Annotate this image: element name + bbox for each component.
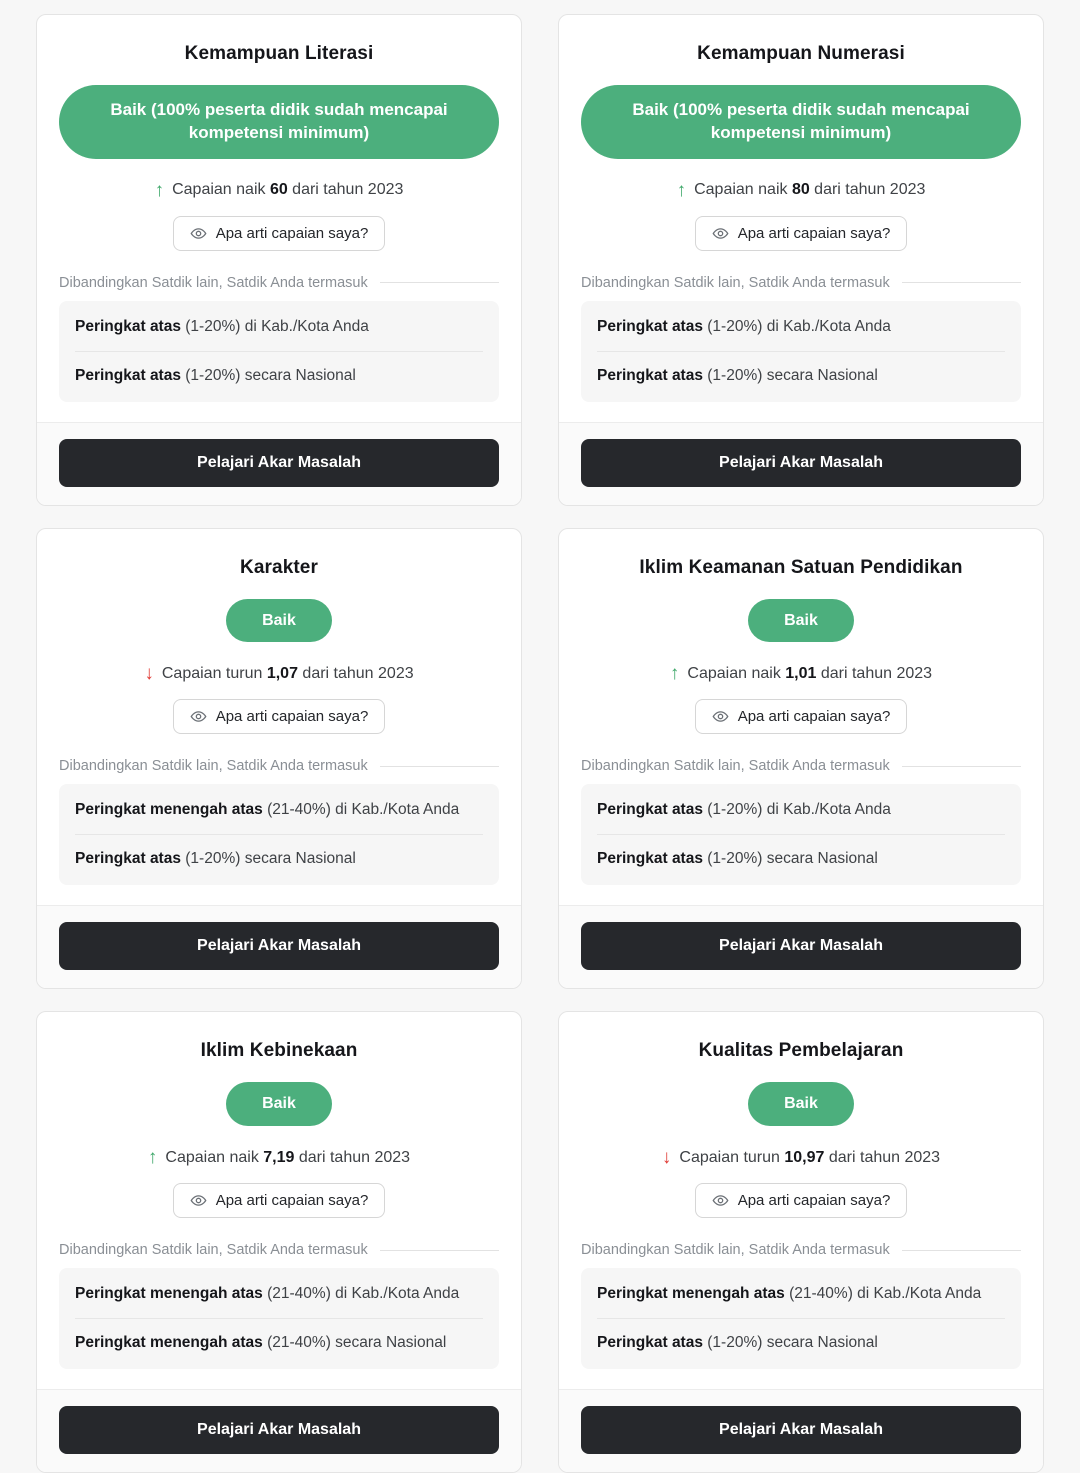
trend-row	[581, 1148, 1021, 1167]
comparison-label	[59, 758, 499, 774]
arrow-up-icon: ↑	[669, 663, 680, 685]
arrow-up-icon: ↑	[676, 179, 687, 201]
badge-wrap	[581, 1082, 1021, 1126]
comparison-label-text: Dibandingkan Satdik lain, Satdik Anda termasuk	[59, 1242, 368, 1259]
rank-tier: Peringkat menengah atas	[75, 1334, 263, 1352]
trend-row	[59, 664, 499, 683]
comparison-label-text: Dibandingkan Satdik lain, Satdik Anda termasuk	[59, 758, 368, 775]
rank-box	[59, 1268, 499, 1369]
learn-root-cause-button[interactable]: Pelajari Akar Masalah	[581, 1406, 1021, 1454]
trend-value: 60	[269, 181, 288, 199]
rank-row: Peringkat atas (1-20%) secara Nasional	[75, 366, 356, 384]
indicator-card-5	[36, 1011, 522, 1473]
card-body	[37, 15, 521, 422]
learn-root-cause-button[interactable]: Pelajari Akar Masalah	[581, 439, 1021, 487]
trend-row	[59, 1148, 499, 1167]
trend-row	[59, 181, 499, 200]
indicator-card-4	[558, 528, 1044, 990]
rank-tier: Peringkat atas	[597, 850, 703, 868]
divider-line	[902, 766, 1021, 767]
rank-tier: Peringkat menengah atas	[75, 801, 263, 819]
what-does-my-score-mean-button[interactable]	[695, 699, 908, 734]
learn-root-cause-button[interactable]: Pelajari Akar Masalah	[59, 922, 499, 970]
info-button-wrap	[581, 216, 1021, 251]
rank-box	[581, 301, 1021, 402]
card-title: Iklim Keamanan Satuan Pendidikan	[639, 556, 963, 578]
trend-text: Capaian turun 1,07 dari tahun 2023	[161, 664, 414, 682]
info-button-wrap	[581, 1183, 1021, 1218]
comparison-label-text: Dibandingkan Satdik lain, Satdik Anda termasuk	[59, 274, 368, 291]
rank-row: Peringkat menengah atas (21-40%) di Kab./Kota Anda	[75, 1270, 483, 1319]
card-body	[559, 529, 1043, 906]
divider-line	[380, 766, 499, 767]
status-badge: Baik	[226, 1082, 332, 1126]
divider-line	[380, 1250, 499, 1251]
rank-row: Peringkat atas (1-20%) secara Nasional	[597, 1334, 878, 1352]
status-badge: Baik	[748, 599, 854, 643]
info-button-label: Apa arti capaian saya?	[215, 708, 369, 726]
trend-text: Capaian naik 7,19 dari tahun 2023	[165, 1148, 411, 1166]
trend-value: 1,07	[266, 664, 298, 682]
card-footer	[559, 905, 1043, 988]
rank-row: Peringkat atas (1-20%) di Kab./Kota Anda	[597, 786, 1005, 835]
rank-row: Peringkat atas (1-20%) secara Nasional	[75, 850, 356, 868]
rank-tier: Peringkat atas	[75, 366, 181, 384]
rank-row: Peringkat atas (1-20%) secara Nasional	[597, 850, 878, 868]
badge-wrap	[581, 599, 1021, 643]
trend-text: Capaian naik 1,01 dari tahun 2023	[687, 664, 933, 682]
learn-root-cause-button[interactable]: Pelajari Akar Masalah	[59, 1406, 499, 1454]
card-footer	[37, 1389, 521, 1472]
info-button-wrap	[581, 699, 1021, 734]
learn-root-cause-button[interactable]: Pelajari Akar Masalah	[581, 922, 1021, 970]
card-title: Kemampuan Numerasi	[697, 43, 905, 64]
indicator-card-3	[36, 528, 522, 990]
divider-line	[902, 282, 1021, 283]
status-badge: Baik	[748, 1082, 854, 1126]
trend-value: 10,97	[784, 1148, 825, 1166]
what-does-my-score-mean-button[interactable]	[173, 699, 386, 734]
badge-wrap	[59, 599, 499, 643]
comparison-label-text: Dibandingkan Satdik lain, Satdik Anda termasuk	[581, 1242, 890, 1259]
card-body	[37, 529, 521, 906]
status-badge: Baik (100% peserta didik sudah mencapai kompetensi minimum)	[581, 85, 1021, 159]
card-body	[37, 1012, 521, 1389]
status-badge: Baik	[226, 599, 332, 643]
trend-value: 80	[791, 181, 810, 199]
comparison-label-text: Dibandingkan Satdik lain, Satdik Anda termasuk	[581, 274, 890, 291]
rank-row: Peringkat atas (1-20%) di Kab./Kota Anda	[75, 303, 483, 352]
card-title: Kualitas Pembelajaran	[698, 1040, 904, 1062]
rank-tier: Peringkat menengah atas	[597, 1285, 785, 1303]
comparison-label	[59, 1242, 499, 1258]
what-does-my-score-mean-button[interactable]	[695, 216, 908, 251]
comparison-label-text: Dibandingkan Satdik lain, Satdik Anda termasuk	[581, 758, 890, 775]
trend-text: Capaian naik 60 dari tahun 2023	[172, 181, 404, 199]
card-footer	[559, 422, 1043, 505]
indicator-card-6	[558, 1011, 1044, 1473]
info-button-wrap	[59, 1183, 499, 1218]
card-title: Karakter	[240, 556, 318, 578]
card-footer	[37, 905, 521, 988]
trend-value: 7,19	[263, 1148, 295, 1166]
arrow-down-icon: ↓	[144, 663, 154, 685]
indicator-card-2	[558, 14, 1044, 506]
info-button-wrap	[59, 216, 499, 251]
rank-box	[581, 1268, 1021, 1369]
rank-tier: Peringkat atas	[75, 317, 181, 335]
rank-tier: Peringkat atas	[597, 1334, 703, 1352]
rank-box	[59, 784, 499, 885]
info-button-wrap	[59, 699, 499, 734]
rank-row: Peringkat atas (1-20%) secara Nasional	[597, 366, 878, 384]
rank-tier: Peringkat atas	[597, 366, 703, 384]
eye-icon	[190, 708, 207, 725]
badge-wrap	[59, 1082, 499, 1126]
card-body	[559, 1012, 1043, 1389]
badge-wrap	[581, 85, 1021, 159]
info-button-label: Apa arti capaian saya?	[215, 1192, 369, 1210]
rank-box	[59, 301, 499, 402]
trend-text: Capaian naik 80 dari tahun 2023	[694, 181, 926, 199]
what-does-my-score-mean-button[interactable]	[173, 1183, 386, 1218]
comparison-label	[581, 275, 1021, 291]
comparison-label	[581, 1242, 1021, 1258]
eye-icon	[190, 225, 207, 242]
card-body	[559, 15, 1043, 422]
trend-row	[581, 181, 1021, 200]
divider-line	[902, 1250, 1021, 1251]
what-does-my-score-mean-button[interactable]	[695, 1183, 908, 1218]
trend-row	[581, 664, 1021, 683]
indicator-card-1	[36, 14, 522, 506]
rank-tier: Peringkat menengah atas	[75, 1285, 263, 1303]
rank-row: Peringkat menengah atas (21-40%) di Kab./Kota Anda	[75, 786, 483, 835]
info-button-label: Apa arti capaian saya?	[737, 1192, 891, 1210]
trend-text: Capaian turun 10,97 dari tahun 2023	[679, 1148, 941, 1166]
eye-icon	[712, 1192, 729, 1209]
arrow-up-icon: ↑	[147, 1147, 158, 1169]
eye-icon	[190, 1192, 207, 1209]
rank-tier: Peringkat atas	[597, 801, 703, 819]
card-footer	[559, 1389, 1043, 1472]
badge-wrap	[59, 85, 499, 159]
rank-row: Peringkat atas (1-20%) di Kab./Kota Anda	[597, 303, 1005, 352]
learn-root-cause-button[interactable]: Pelajari Akar Masalah	[59, 439, 499, 487]
rank-box	[581, 784, 1021, 885]
card-title: Kemampuan Literasi	[184, 43, 374, 64]
rank-tier: Peringkat atas	[597, 317, 703, 335]
what-does-my-score-mean-button[interactable]	[173, 216, 386, 251]
arrow-up-icon: ↑	[154, 179, 165, 201]
rank-row: Peringkat menengah atas (21-40%) di Kab./Kota Anda	[597, 1270, 1005, 1319]
card-footer	[37, 422, 521, 505]
rank-tier: Peringkat atas	[75, 850, 181, 868]
trend-value: 1,01	[785, 664, 817, 682]
card-title: Iklim Kebinekaan	[200, 1040, 358, 1062]
status-badge: Baik (100% peserta didik sudah mencapai kompetensi minimum)	[59, 85, 499, 159]
info-button-label: Apa arti capaian saya?	[737, 708, 891, 726]
divider-line	[380, 282, 499, 283]
info-button-label: Apa arti capaian saya?	[737, 224, 891, 242]
eye-icon	[712, 225, 729, 242]
comparison-label	[581, 758, 1021, 774]
eye-icon	[712, 708, 729, 725]
arrow-down-icon: ↓	[661, 1147, 672, 1169]
comparison-label	[59, 275, 499, 291]
rank-row: Peringkat menengah atas (21-40%) secara Nasional	[75, 1334, 447, 1352]
info-button-label: Apa arti capaian saya?	[215, 224, 369, 242]
